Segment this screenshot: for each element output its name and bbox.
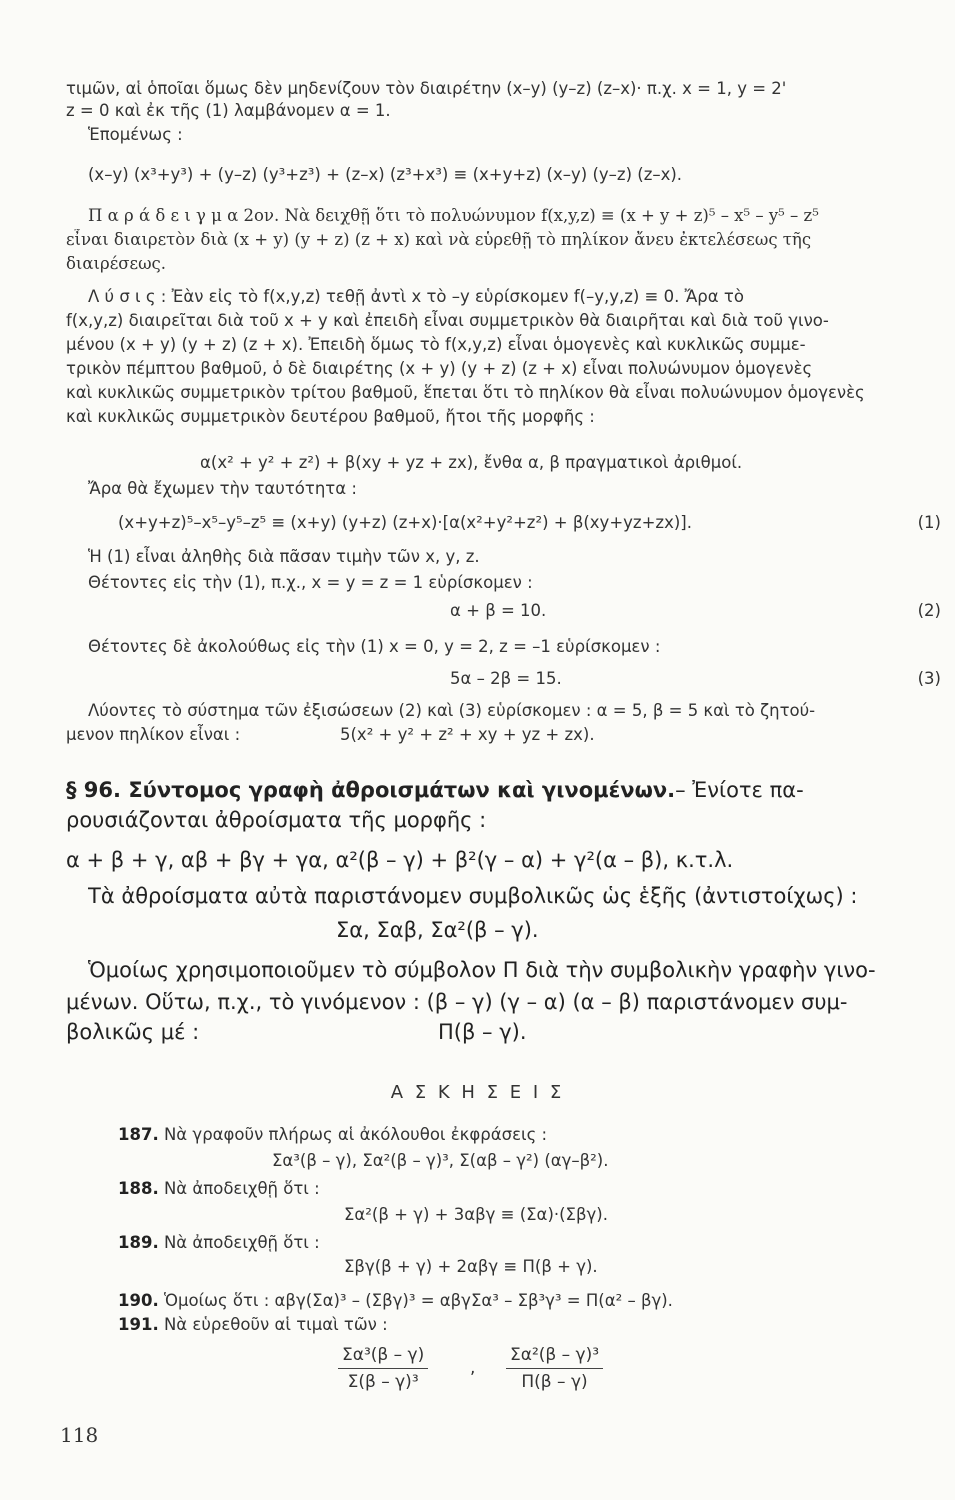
text-line: καὶ κυκλικῶς συμμετρικὸν τρίτου βαθμοῦ, ἕπεται ὅτι τὸ πηλίκον θὰ εἶναι πολυώνυμον ὁμογενὲς <box>66 383 865 402</box>
exercise-number: 189. <box>118 1233 159 1252</box>
text-line: Θέτοντες δὲ ἀκολούθως εἰς τὴν (1) x = 0, y = 2, z = –1 εὑρίσκομεν : <box>88 637 661 656</box>
text-line: Λύοντες τὸ σύστημα τῶν ἐξισώσεων (2) καὶ (3) εὑρίσκομεν : α = 5, β = 5 καὶ τὸ ζητού- <box>88 701 816 720</box>
exercise-189 <box>118 1232 915 1254</box>
equation-number: (1) <box>917 513 941 532</box>
equation-3-formula: 5α – 2β = 15. <box>450 669 562 688</box>
exercise-187 <box>118 1124 915 1146</box>
section-title: § 96. Σύντομος γραφὴ ἀθροισμάτων καὶ γινομένων. <box>66 778 676 802</box>
equation-2-formula: α + β = 10. <box>450 601 547 620</box>
exercise-number: 188. <box>118 1179 159 1198</box>
exercise-text: Νὰ γραφοῦν πλήρως αἱ ἀκόλουθοι ἐκφράσεις : <box>163 1125 548 1144</box>
text-fragment: μενον πηλίκον εἶναι : <box>66 725 241 744</box>
exercise-188 <box>118 1178 915 1200</box>
text-fragment: – Ἐνίοτε πα- <box>675 778 804 802</box>
quotient-form: α(x² + y² + z²) + β(xy + yz + zx), ἔνθα α, β πραγματικοὶ ἀριθμοί. <box>200 453 743 472</box>
fraction-separator: , <box>470 1358 476 1378</box>
fraction-numerator: Σα³(β – γ) <box>338 1345 428 1369</box>
exercise-191 <box>118 1314 915 1336</box>
page-number: 118 <box>60 1423 99 1447</box>
exercise-text: Ὁμοίως ὅτι : αβγ(Σα)³ – (Σβγ)³ = αβγΣα³ – Σβ³γ³ = Π(α² – βγ). <box>163 1291 673 1310</box>
sum-examples: α + β + γ, αβ + βγ + γα, α²(β – γ) + β²(γ – α) + γ²(α – β), κ.τ.λ. <box>66 848 734 872</box>
exercises-heading: Α Σ Κ Η Σ Ε Ι Σ <box>390 1082 565 1103</box>
section-heading <box>66 776 915 804</box>
fraction-numerator: Σα²(β – γ)³ <box>506 1345 603 1369</box>
result-formula: 5(x² + y² + z² + xy + yz + zx). <box>340 725 595 744</box>
text-line <box>66 1018 915 1046</box>
sum-symbols: Σα, Σαβ, Σα²(β – γ). <box>336 918 539 942</box>
text-line: ρουσιάζονται ἀθροίσματα τῆς μορφῆς : <box>66 808 487 832</box>
text-line: z = 0 καὶ ἐκ τῆς (1) λαμβάνομεν α = 1. <box>66 101 391 120</box>
product-symbol: Π(β – γ). <box>438 1020 527 1044</box>
text-line: καὶ κυκλικῶς συμμετρικὸν δευτέρου βαθμοῦ, ἤτοι τῆς μορφῆς : <box>66 407 595 426</box>
text-line: εἶναι διαιρετὸν διὰ (x + y) (y + z) (z + x) καὶ νὰ εὑρεθῇ τὸ πηλίκον ἄνευ ἐκτελέσεως τῆς <box>66 230 812 249</box>
text-line: τιμῶν, αἱ ὁποῖαι ὅμως δὲν μηδενίζουν τὸν διαιρέτην (x–y) (y–z) (z–x)· π.χ. x = 1, y = 2' <box>66 79 787 98</box>
text-line: Τὰ ἀθροίσματα αὐτὰ παριστάνομεν συμβολικῶς ὡς ἑξῆς (ἀντιστοίχως) : <box>88 884 858 908</box>
exercise-number: 191. <box>118 1315 159 1334</box>
text-line: Ὁμοίως χρησιμοποιοῦμεν τὸ σύμβολον Π διὰ τὴν συμβολικὴν γραφὴν γινο- <box>88 958 876 982</box>
fraction-denominator: Π(β – γ) <box>521 1372 588 1392</box>
exercise-text: Νὰ ἀποδειχθῇ ὅτι : <box>163 1233 320 1252</box>
identity-1-formula: (x+y+z)⁵–x⁵–y⁵–z⁵ ≡ (x+y) (y+z) (z+x)·[α(x²+y²+z²) + β(xy+yz+zx)]. <box>118 513 692 532</box>
equation-number: (3) <box>917 669 941 688</box>
equation-2 <box>450 600 947 622</box>
text-line: Ἡ (1) εἶναι ἀληθὴς διὰ πᾶσαν τιμὴν τῶν x, y, z. <box>88 547 480 566</box>
text-line: Θέτοντες εἰς τὴν (1), π.χ., x = y = z = 1 εὑρίσκομεν : <box>88 573 533 592</box>
exercise-formula: Σα²(β + γ) + 3αβγ ≡ (Σα)·(Σβγ). <box>344 1205 608 1224</box>
equation-number: (2) <box>917 601 941 620</box>
text-line: Ἄρα θὰ ἔχωμεν τὴν ταυτότητα : <box>88 479 357 498</box>
text-line: μένου (x + y) (y + z) (z + x). Ἐπειδὴ ὅμως τὸ f(x,y,z) εἶναι ὁμογενὲς καὶ κυκλικῶς συμμε- <box>66 335 806 354</box>
equation-3 <box>450 668 947 690</box>
text-line: Ἑπομένως : <box>88 125 183 144</box>
exercise-text: Νὰ ἀποδειχθῇ ὅτι : <box>163 1179 320 1198</box>
exercise-number: 187. <box>118 1125 159 1144</box>
exercise-190 <box>118 1290 915 1312</box>
text-line: διαιρέσεως. <box>66 254 167 273</box>
text-line <box>66 724 915 746</box>
text-line: μένων. Οὕτω, π.χ., τὸ γινόμενον : (β – γ) (γ – α) (α – β) παριστάνομεν συμ- <box>66 990 848 1014</box>
text-fragment: βολικῶς μέ : <box>66 1020 200 1044</box>
solution-line: Λ ύ σ ι ς : Ἐὰν εἰς τὸ f(x,y,z) τεθῇ ἀντὶ x τὸ –y εὑρίσκομεν f(–y,y,z) ≡ 0. Ἄρα τὸ <box>88 287 744 306</box>
fraction-denominator: Σ(β – γ)³ <box>347 1372 419 1392</box>
text-line: τρικὸν πέμπτου βαθμοῦ, ὁ δὲ διαιρέτης (x + y) (y + z) (z + x) εἶναι πολυώνυμον ὁμογενὲς <box>66 359 813 378</box>
exercise-number: 190. <box>118 1291 159 1310</box>
example-heading: Π α ρ ά δ ε ι γ μ α 2ον. Νὰ δειχθῇ ὅτι τὸ πολυώνυμον f(x,y,z) ≡ (x + y + z)⁵ – x⁵ – y⁵ – z⁵ <box>88 206 819 225</box>
identity-formula: (x–y) (x³+y³) + (y–z) (y³+z³) + (z–x) (z³+x³) ≡ (x+y+z) (x–y) (y–z) (z–x). <box>88 165 683 184</box>
exercise-formula: Σβγ(β + γ) + 2αβγ ≡ Π(β + γ). <box>344 1257 598 1276</box>
identity-1 <box>118 512 947 534</box>
fraction-1 <box>338 1345 428 1392</box>
text-line: f(x,y,z) διαιρεῖται διὰ τοῦ x + y καὶ ἐπειδὴ εἶναι συμμετρικὸν θὰ διαιρῆται καὶ διὰ τοῦ γινο- <box>66 311 829 330</box>
exercise-text: Νὰ εὑρεθοῦν αἱ τιμαὶ τῶν : <box>163 1315 388 1334</box>
exercise-formula: Σα³(β – γ), Σα²(β – γ)³, Σ(αβ – γ²) (αγ–β²). <box>272 1151 609 1170</box>
fraction-2 <box>506 1345 603 1392</box>
